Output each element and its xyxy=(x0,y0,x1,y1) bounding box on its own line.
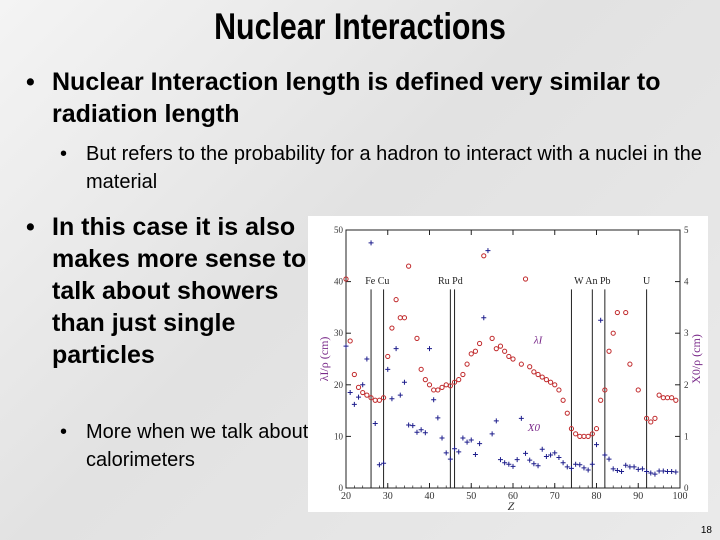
x-tick-label: 80 xyxy=(591,491,602,502)
lambda-point xyxy=(523,277,527,281)
x0-point xyxy=(369,240,374,245)
element-annotation: Ru Pd xyxy=(438,276,463,288)
x0-point xyxy=(410,423,415,428)
lambda-point xyxy=(594,427,598,431)
lambda-point xyxy=(553,383,557,387)
x0-point xyxy=(364,357,369,362)
lambda-point xyxy=(548,380,552,384)
x-tick-label: 40 xyxy=(424,491,435,502)
interaction-length-plot xyxy=(308,216,708,512)
bullet-text: Nuclear Interaction length is defined very similar to radiation length xyxy=(52,68,661,128)
lambda-point xyxy=(586,434,590,438)
x0-point xyxy=(431,397,436,402)
bullet-marker: • xyxy=(60,421,68,443)
plot-svg xyxy=(308,216,708,512)
page-number: 18 xyxy=(700,525,712,536)
bullet-showers xyxy=(26,211,322,371)
lambda-point xyxy=(348,339,352,343)
x0-point xyxy=(519,416,524,421)
x0-point xyxy=(402,380,407,385)
lambda-point xyxy=(473,349,477,353)
lambda-point xyxy=(457,378,461,382)
y-tick-label-right: 5 xyxy=(684,225,689,235)
element-annotation: Fe Cu xyxy=(365,276,390,288)
lambda-point xyxy=(461,372,465,376)
x0-point xyxy=(352,402,357,407)
x0-point xyxy=(523,451,528,456)
bullet-marker: • xyxy=(60,143,68,165)
lambda-point xyxy=(469,352,473,356)
x0-point xyxy=(456,449,461,454)
lambda-point xyxy=(649,420,653,424)
x0-point xyxy=(481,315,486,320)
y-tick-label-right: 0 xyxy=(684,483,689,493)
lambda-point xyxy=(536,372,540,376)
lambda-point xyxy=(361,390,365,394)
bullet-marker: • xyxy=(26,213,35,241)
y-tick-label-left: 20 xyxy=(334,379,343,390)
lambda-point xyxy=(670,396,674,400)
y-tick-label-left: 30 xyxy=(334,328,343,339)
x0-point xyxy=(389,396,394,401)
lambda-point xyxy=(365,393,369,397)
x0-point xyxy=(440,435,445,440)
y-tick-label-right: 4 xyxy=(684,276,689,287)
lambda-point xyxy=(482,254,486,258)
lambda-point xyxy=(653,416,657,420)
x0-point xyxy=(669,469,674,474)
x0-point xyxy=(661,468,666,473)
x0-point xyxy=(344,344,349,349)
x0-point xyxy=(594,442,599,447)
x0-point xyxy=(540,447,545,452)
x0-point xyxy=(602,452,607,457)
x-tick-label: 20 xyxy=(341,491,351,502)
lambda-point xyxy=(444,383,448,387)
lambda-point xyxy=(390,326,394,330)
lambda-point xyxy=(532,370,536,374)
x-tick-label: 100 xyxy=(672,491,688,502)
x0-point xyxy=(607,457,612,462)
x0-point xyxy=(385,367,390,372)
x0-point xyxy=(419,427,424,432)
lambda-point xyxy=(528,365,532,369)
x0-point xyxy=(356,395,361,400)
lambda-point xyxy=(582,434,586,438)
lambda-point xyxy=(465,362,469,366)
series-annotation: λI xyxy=(533,334,543,347)
lambda-point xyxy=(519,362,523,366)
lambda-point xyxy=(544,378,548,382)
y-tick-label-right: 2 xyxy=(684,379,689,390)
lambda-point xyxy=(561,398,565,402)
x0-point xyxy=(577,462,582,467)
x0-point xyxy=(494,418,499,423)
lambda-point xyxy=(373,398,377,402)
x-tick-label: 30 xyxy=(382,491,393,502)
x0-point xyxy=(406,423,411,428)
x0-point xyxy=(473,452,478,457)
x0-point xyxy=(515,457,520,462)
y-tick-label-left: 50 xyxy=(334,225,343,235)
x-axis-label: Z xyxy=(507,499,515,512)
lambda-point xyxy=(440,385,444,389)
bullet-text: More when we talk about calorimeters xyxy=(86,421,309,471)
bullet-nuclear-interaction-length xyxy=(26,66,712,130)
y-axis-label-left: λI/ρ (cm) xyxy=(317,336,331,382)
lambda-point xyxy=(636,388,640,392)
x0-point xyxy=(452,446,457,451)
x0-point xyxy=(636,467,641,472)
x0-point xyxy=(444,450,449,455)
x0-point xyxy=(373,421,378,426)
lambda-point xyxy=(394,298,398,302)
x0-point xyxy=(423,430,428,435)
x0-point xyxy=(632,464,637,469)
lambda-point xyxy=(478,341,482,345)
lambda-point xyxy=(507,354,511,358)
bullet-marker: • xyxy=(26,68,35,96)
lambda-point xyxy=(494,347,498,351)
element-annotation: U xyxy=(642,276,651,288)
x-tick-label: 60 xyxy=(508,491,518,502)
x0-point xyxy=(619,469,624,474)
x-tick-label: 70 xyxy=(549,491,560,502)
lambda-point xyxy=(607,349,611,353)
lambda-point xyxy=(557,388,561,392)
lambda-point xyxy=(419,367,423,371)
x0-point xyxy=(640,466,645,471)
slide-title: Nuclear Interactions xyxy=(214,6,506,47)
sub-bullet-calorimeters xyxy=(60,418,336,474)
lambda-point xyxy=(599,398,603,402)
lambda-point xyxy=(356,385,360,389)
lambda-point xyxy=(386,354,390,358)
lambda-point xyxy=(540,375,544,379)
x0-point xyxy=(556,455,561,460)
lambda-point xyxy=(423,378,427,382)
sub-bullet-hadron-probability xyxy=(60,140,720,196)
lambda-point xyxy=(427,383,431,387)
x-tick-label: 90 xyxy=(633,491,644,502)
x0-point xyxy=(652,472,657,477)
lambda-point xyxy=(624,310,628,314)
y-tick-label-left: 0 xyxy=(338,483,343,493)
lambda-point xyxy=(674,398,678,402)
x0-point xyxy=(398,393,403,398)
lambda-point xyxy=(407,264,411,268)
y-tick-label-right: 3 xyxy=(684,328,689,339)
lambda-point xyxy=(578,434,582,438)
lambda-point xyxy=(377,398,381,402)
lambda-point xyxy=(611,331,615,335)
lambda-point xyxy=(665,396,669,400)
lambda-point xyxy=(398,316,402,320)
element-annotation: W An Pb xyxy=(574,276,611,288)
x0-point xyxy=(673,470,678,475)
lambda-point xyxy=(565,411,569,415)
bullet-text: But refers to the probability for a hadron to interact with a nuclei in the material xyxy=(86,143,702,193)
lambda-point xyxy=(628,362,632,366)
lambda-point xyxy=(402,316,406,320)
plot-frame xyxy=(346,230,680,488)
lambda-point xyxy=(503,349,507,353)
x0-point xyxy=(477,441,482,446)
x0-point xyxy=(460,435,465,440)
y-tick-label-left: 40 xyxy=(334,276,343,287)
x0-point xyxy=(427,346,432,351)
series-annotation: X0 xyxy=(527,422,540,435)
y-tick-label-left: 10 xyxy=(334,431,343,442)
x0-point xyxy=(435,415,440,420)
x0-point xyxy=(348,390,353,395)
lambda-point xyxy=(574,432,578,436)
x0-point xyxy=(485,248,490,253)
y-axis-label-right: X0/ρ (cm) xyxy=(689,334,703,384)
lambda-point xyxy=(432,388,436,392)
x-tick-label: 50 xyxy=(466,491,477,502)
x0-point xyxy=(590,462,595,467)
y-tick-label-right: 1 xyxy=(684,431,689,442)
x0-point xyxy=(490,431,495,436)
lambda-point xyxy=(436,388,440,392)
x0-point xyxy=(598,318,603,323)
lambda-point xyxy=(498,344,502,348)
x0-point xyxy=(448,457,453,462)
lambda-point xyxy=(352,372,356,376)
lambda-point xyxy=(490,336,494,340)
lambda-point xyxy=(657,393,661,397)
lambda-point xyxy=(415,336,419,340)
x0-point xyxy=(394,346,399,351)
lambda-point xyxy=(615,310,619,314)
x0-point xyxy=(561,460,566,465)
x0-point xyxy=(527,458,532,463)
x0-point xyxy=(414,430,419,435)
lambda-point xyxy=(661,396,665,400)
x0-point xyxy=(498,457,503,462)
lambda-point xyxy=(511,357,515,361)
bullet-text: In this case it is also makes more sense to talk about showers than just single particles xyxy=(52,213,307,369)
x0-point xyxy=(573,462,578,467)
